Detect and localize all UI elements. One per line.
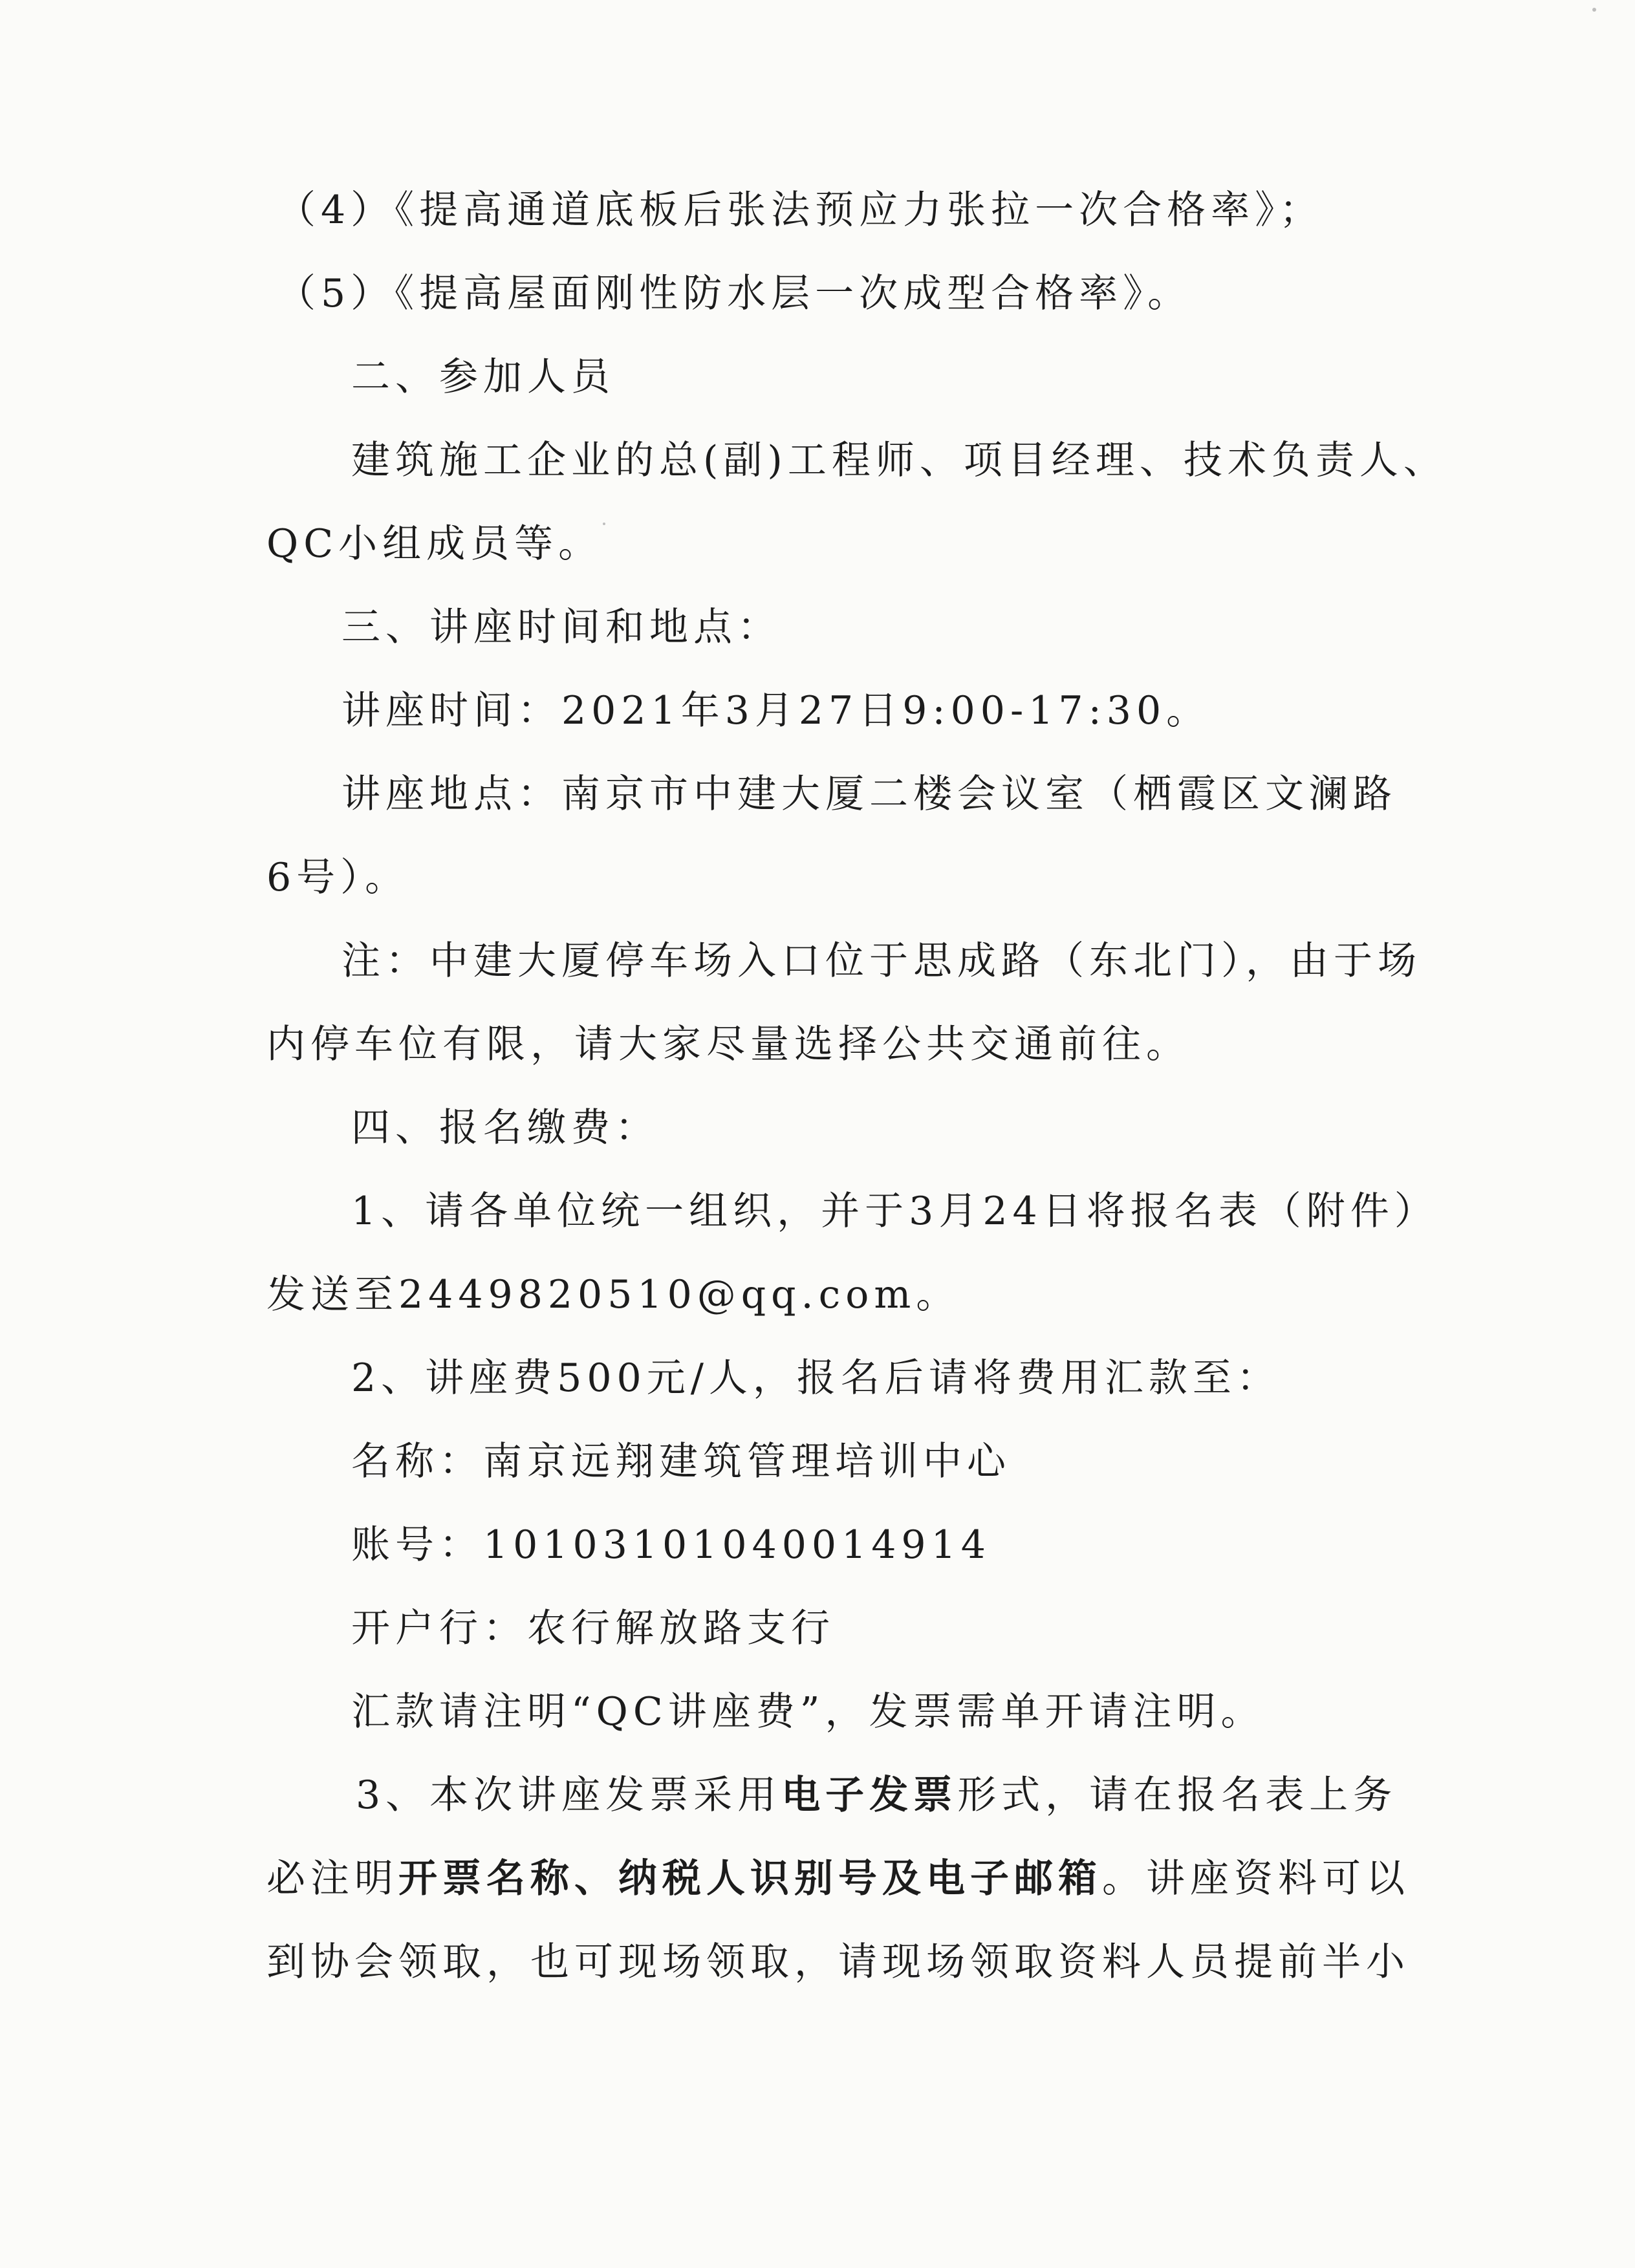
invoice-emphasis: 电子发票 [781, 1773, 958, 1818]
invoice-text: 。讲座资料可以 [1102, 1856, 1410, 1901]
scan-speck [603, 523, 605, 525]
lecture-location-line-2: 6号）。 [266, 855, 409, 900]
list-item-5: （5）《提高屋面刚性防水层一次成型合格率》。 [277, 271, 1192, 316]
registration-item-2: 2、讲座费500元/人，报名后请将费用汇款至： [351, 1355, 1281, 1401]
registration-item-1-line-1: 1、请各单位统一组织，并于3月24日将报名表（附件） [351, 1189, 1438, 1234]
parking-note-line-1: 注：中建大厦停车场入口位于思成路（东北门），由于场 [341, 938, 1422, 984]
lecture-location-line-1: 讲座地点：南京市中建大厦二楼会议室（栖霞区文澜路 [341, 772, 1397, 817]
scan-speck [1592, 8, 1596, 12]
list-item-4: （4）《提高通道底板后张法预应力张拉一次合格率》； [277, 188, 1324, 233]
section-heading-time-place: 三、讲座时间和地点： [341, 605, 781, 650]
account-number: 账号：10103101040014914 [351, 1522, 991, 1568]
invoice-paragraph-line-1 [356, 1769, 1397, 1821]
participants-text-line-2: QC小组成员等。 [266, 521, 603, 567]
invoice-text: 形式，请在报名表上务 [957, 1773, 1398, 1818]
participants-text-line-1: 建筑施工企业的总(副)工程师、项目经理、技术负责人、 [351, 438, 1447, 483]
invoice-paragraph-line-2 [266, 1853, 1410, 1905]
invoice-text: 3、本次讲座发票采用 [356, 1773, 782, 1818]
account-name: 名称：南京远翔建筑管理培训中心 [351, 1439, 1011, 1484]
remittance-note: 汇款请注明“QC讲座费”，发票需单开请注明。 [351, 1689, 1265, 1734]
invoice-emphasis: 开票名称、纳税人识别号及电子邮箱 [398, 1856, 1102, 1901]
registration-item-1-line-2: 发送至2449820510@qq.com。 [266, 1272, 960, 1317]
invoice-paragraph-line-3: 到协会领取，也可现场领取，请现场领取资料人员提前半小 [266, 1939, 1410, 1985]
section-heading-registration: 四、报名缴费： [351, 1105, 659, 1150]
bank-branch: 开户行：农行解放路支行 [351, 1606, 835, 1651]
invoice-text: 必注明 [266, 1856, 398, 1901]
lecture-time: 讲座时间：2021年3月27日9:00-17:30。 [341, 688, 1211, 733]
parking-note-line-2: 内停车位有限，请大家尽量选择公共交通前往。 [266, 1022, 1190, 1067]
section-heading-participants: 二、参加人员 [351, 354, 615, 400]
